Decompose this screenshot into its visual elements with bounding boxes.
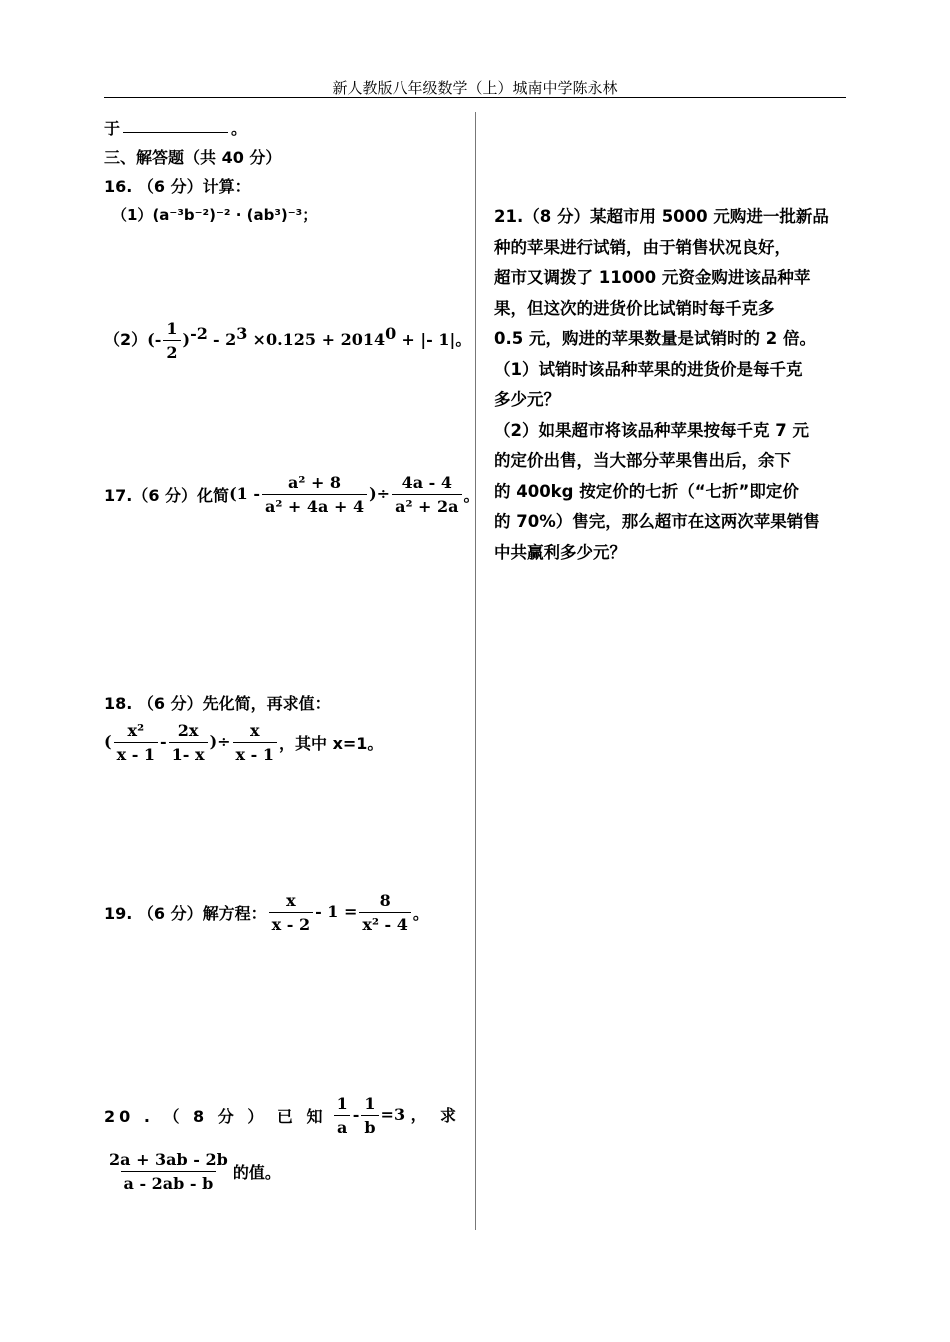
frac-num: x² <box>127 721 145 740</box>
frac-num: 1 <box>336 1094 348 1113</box>
q21-paragraph <box>494 202 846 568</box>
q17-close: ) <box>369 484 377 503</box>
q18-div: ÷ <box>217 732 231 751</box>
frac-den: 1- x <box>169 742 208 764</box>
q16-part1 <box>112 204 317 225</box>
column-divider <box>475 112 476 1230</box>
q21-line: 的 70%）售完，那么超市在这两次苹果销售 <box>494 512 820 531</box>
fill-blank-line <box>104 116 247 139</box>
q20-fraction-2 <box>361 1094 378 1137</box>
q16-p1-label: （1） <box>112 206 153 224</box>
q20-line2 <box>104 1150 281 1193</box>
frac-den: x - 2 <box>269 912 313 934</box>
frac-num: 1 <box>364 1094 376 1113</box>
q16-p2-rest3: + |- 1| <box>401 330 456 349</box>
q18-fraction-2 <box>169 721 208 764</box>
q17-div: ÷ <box>376 484 391 503</box>
frac-den: a <box>334 1115 350 1137</box>
frac-num: 8 <box>379 891 391 910</box>
q20-fraction-1 <box>334 1094 351 1137</box>
exponent: -2 <box>190 324 208 343</box>
q21-line: 的 400kg 按定价的七折（“七折”即定价 <box>494 481 799 501</box>
q17-fraction-1 <box>262 473 367 516</box>
q16-p2-end: 。 <box>455 330 472 349</box>
q17-end: 。 <box>463 486 480 505</box>
frac-num: 2x <box>177 721 199 740</box>
q16-p1-expr: (a⁻³b⁻²)⁻² · (ab³)⁻³ <box>152 206 303 224</box>
q21-line: 多少元？ <box>494 390 560 409</box>
q17-open: (1 - <box>229 484 260 503</box>
q21-line: 种的苹果进行试销，由于销售状况良好， <box>494 237 791 257</box>
q18-title: 18. （6 分）先化简，再求值： <box>104 694 331 713</box>
q19-mid: - 1 = <box>315 902 358 921</box>
frac-num: x <box>286 891 296 910</box>
q20-end: 的值。 <box>232 1163 281 1182</box>
frac-num: 4a - 4 <box>401 473 452 492</box>
frac-den: b <box>361 1115 378 1137</box>
frac-den: a - 2ab - b <box>121 1171 217 1193</box>
q21-line: 超市又调拨了 11000 元资金购进该品种苹 <box>494 268 811 287</box>
q19-fraction-2 <box>359 891 410 934</box>
frac-den: x - 1 <box>114 742 158 764</box>
blank-prefix: 于 <box>104 119 121 138</box>
q21-line: 的定价出售，当大部分苹果售出后，余下 <box>494 451 791 470</box>
q16-p1-end: ； <box>302 206 318 224</box>
q16-p2-rest1: - 2 <box>212 330 237 349</box>
frac-num: 2a + 3ab - 2b <box>109 1150 228 1169</box>
q18-fraction-1 <box>114 721 158 764</box>
exponent: 3 <box>236 324 248 343</box>
frac-den: x² - 4 <box>359 912 410 934</box>
fraction-half <box>163 319 180 362</box>
frac-den: 2 <box>163 340 180 362</box>
q20-eq: =3 ， <box>380 1105 427 1124</box>
q19 <box>104 891 429 934</box>
exponent: 0 <box>385 324 397 343</box>
q21-line: 果，但这次的进货价比试销时每千克多 <box>494 298 775 318</box>
answer-blank[interactable] <box>123 118 228 133</box>
q16-p2-rest2: ×0.125 + 2014 <box>252 330 386 349</box>
section-title: 三、解答题（共 40 分） <box>104 148 282 167</box>
q18-close: ) <box>209 732 218 751</box>
q20-fraction-3 <box>106 1150 231 1193</box>
q18-fraction-3 <box>233 721 277 764</box>
q16-title: 16. （6 分）计算： <box>104 177 251 196</box>
q16-p2-open: (- <box>147 330 162 349</box>
q16-p2-label: （2） <box>104 330 148 349</box>
q19-end: 。 <box>412 904 429 923</box>
q21-line: 中共赢利多少元？ <box>494 542 626 562</box>
q20-title: 20 . （ 8 分 ） 已 知 <box>104 1107 327 1126</box>
q20-line1 <box>104 1094 456 1137</box>
q17-fraction-2 <box>392 473 461 516</box>
q18-open: ( <box>104 732 112 751</box>
q21-line: 21.（8 分）某超市用 5000 元购进一批新品 <box>494 207 829 226</box>
frac-num: a² + 8 <box>288 473 342 492</box>
q21-line: 0.5 元，购进的苹果数量是试销时的 2 倍。 <box>494 329 816 348</box>
q19-fraction-1 <box>269 891 313 934</box>
q18-tail: ，其中 x=1。 <box>279 734 384 753</box>
q19-title: 19. （6 分）解方程： <box>104 904 267 923</box>
q18-expression <box>104 721 383 764</box>
q18-minus: - <box>160 732 167 751</box>
q20-tail: 求 <box>439 1106 456 1125</box>
q21-line: （2）如果超市将该品种苹果按每千克 7 元 <box>494 420 809 440</box>
page-header: 新人教版八年级数学（上）城南中学陈永林 <box>332 79 618 97</box>
q21-line: （1）试销时该品种苹果的进货价是每千克 <box>494 359 803 379</box>
header-rule <box>104 97 846 98</box>
frac-den: a² + 4a + 4 <box>262 494 367 516</box>
q16-part2 <box>104 319 471 362</box>
frac-num: 1 <box>166 319 178 338</box>
q16-p2-close: ) <box>182 330 191 349</box>
blank-suffix: 。 <box>231 119 248 138</box>
frac-den: a² + 2a <box>392 494 461 516</box>
frac-den: x - 1 <box>233 742 277 764</box>
q17-title: 17.（6 分）化简 <box>104 486 230 505</box>
q20-minus: - <box>352 1105 360 1124</box>
q17 <box>104 473 480 516</box>
frac-num: x <box>250 721 260 740</box>
